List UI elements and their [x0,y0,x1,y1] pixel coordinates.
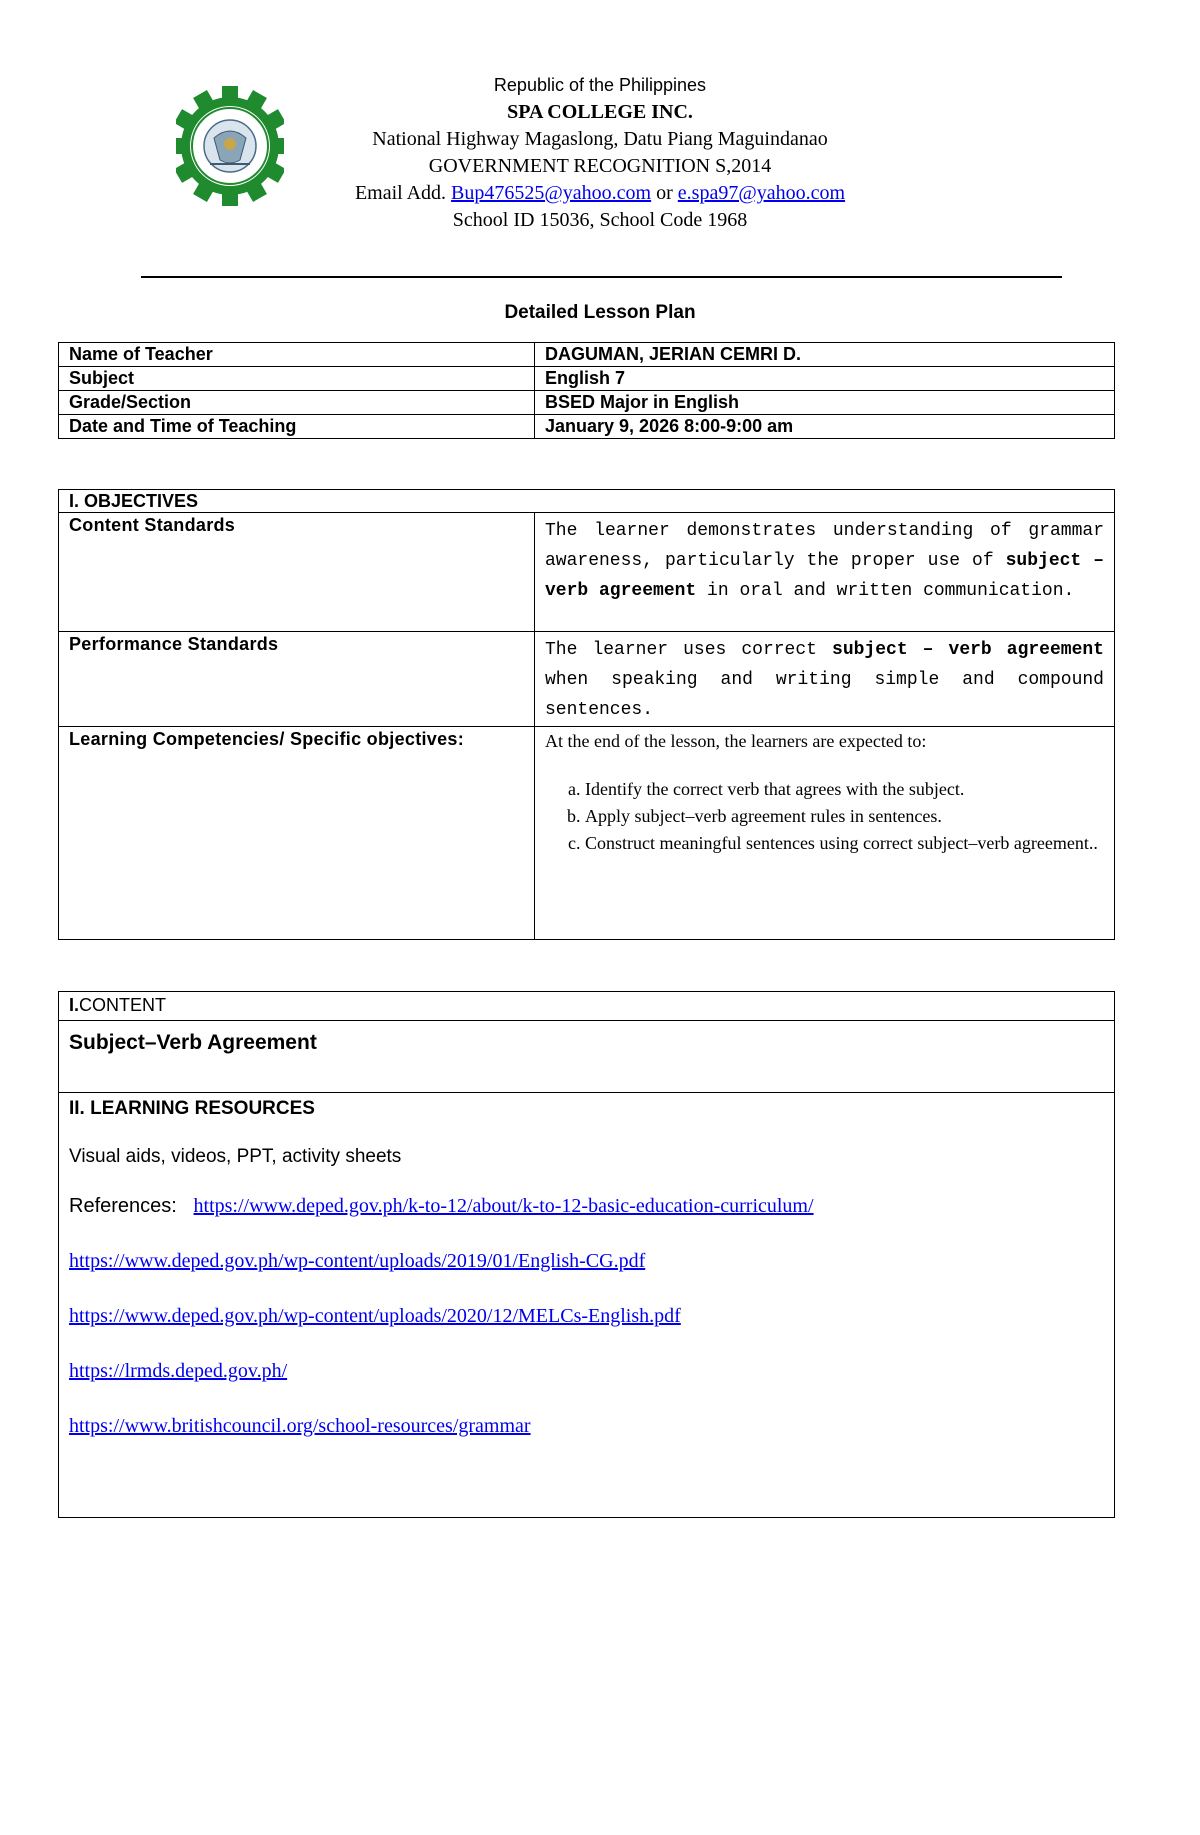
content-standards-bold: subject – verb agreement [545,551,1104,601]
email-link-1[interactable]: Bup476525@yahoo.com [451,182,652,204]
list-item: b. Apply subject–verb agreement rules in sentences. [585,803,1104,830]
competencies-list [545,776,1104,857]
info-value: January 9, 2026 8:00-9:00 am [535,415,1115,439]
email-prefix: Email Add. [354,182,447,204]
info-label: Name of Teacher [59,343,535,367]
content-standards-text [535,513,1115,632]
list-item: c. Construct meaningful sentences using correct subject–verb agreement.. [585,830,1104,857]
table-row [59,391,1115,415]
school-address: National Highway Magaslong, Datu Piang Maguindanao [372,128,828,150]
table-row [59,513,1115,632]
performance-standards-text-before: The learner uses correct [545,640,817,660]
reference-link-4[interactable]: https://lrmds.deped.gov.ph/ [69,1360,288,1382]
performance-standards-bold: subject – verb agreement [832,640,1104,660]
email-line [250,180,950,207]
content-standards-text-after: in oral and written communication. [707,581,1075,601]
competencies-content [535,727,1115,940]
info-label: Grade/Section [59,391,535,415]
table-row [59,632,1115,727]
table-row [59,1093,1115,1518]
info-value: BSED Major in English [535,391,1115,415]
info-value: DAGUMAN, JERIAN CEMRI D. [535,343,1115,367]
resources-heading: II. LEARNING RESOURCES [69,1098,315,1119]
email-or: or [656,182,673,204]
content-topic: Subject–Verb Agreement [59,1021,1115,1093]
country-line: Republic of the Philippines [493,75,707,95]
school-name: SPA COLLEGE INC. [507,101,693,123]
performance-standards-text-after: when speaking and writing simple and compound sentences. [545,670,1104,720]
table-row [59,992,1115,1021]
reference-link-2[interactable]: https://www.deped.gov.ph/wp-content/uploads/2019/01/English-CG.pdf [69,1250,646,1272]
resources-materials: Visual aids, videos, PPT, activity sheets [69,1146,402,1167]
header-divider [141,276,1062,278]
content-heading-num: I. [69,995,80,1015]
table-row [59,415,1115,439]
reference-line-3 [69,1302,1104,1330]
teacher-info-table [58,342,1115,439]
references-label: References: [69,1195,177,1217]
content-table [58,991,1115,1518]
content-standards-text-before: The learner demonstrates understanding of grammar awareness, particularly the proper use of [545,521,1104,571]
school-id: School ID 15036, School Code 1968 [452,209,748,231]
reference-link-3[interactable]: https://www.deped.gov.ph/wp-content/uploads/2020/12/MELCs-English.pdf [69,1305,681,1327]
objectives-heading: I. OBJECTIVES [59,490,1115,513]
content-standards-label: Content Standards [59,513,535,632]
reference-line-2 [69,1247,1104,1275]
table-row [59,367,1115,391]
government-recognition: GOVERNMENT RECOGNITION S,2014 [428,155,772,177]
info-label: Subject [59,367,535,391]
document-title: Detailed Lesson Plan [504,302,696,323]
reference-line-4 [69,1357,1104,1385]
table-row [59,343,1115,367]
table-row [59,1021,1115,1093]
list-item: a. Identify the correct verb that agrees with the subject. [585,776,1104,803]
table-row [59,490,1115,513]
competencies-label: Learning Competencies/ Specific objectives: [59,727,535,940]
letterhead [250,72,950,234]
objectives-table [58,489,1115,940]
reference-link-5[interactable]: https://www.britishcouncil.org/school-resources/grammar [69,1415,531,1437]
performance-standards-text [535,632,1115,727]
reference-line-5 [69,1412,1104,1440]
info-label: Date and Time of Teaching [59,415,535,439]
reference-link-1[interactable]: https://www.deped.gov.ph/k-to-12/about/k-to-12-basic-education-curriculum/ [193,1195,814,1217]
content-heading-text: CONTENT [79,995,167,1015]
references-line [69,1192,1104,1220]
performance-standards-label: Performance Standards [59,632,535,727]
info-value: English 7 [535,367,1115,391]
email-link-2[interactable]: e.spa97@yahoo.com [677,182,846,204]
content-heading [59,992,1115,1021]
learning-resources-cell [59,1093,1115,1518]
table-row [59,727,1115,940]
competencies-intro: At the end of the lesson, the learners are expected to: [545,731,927,751]
